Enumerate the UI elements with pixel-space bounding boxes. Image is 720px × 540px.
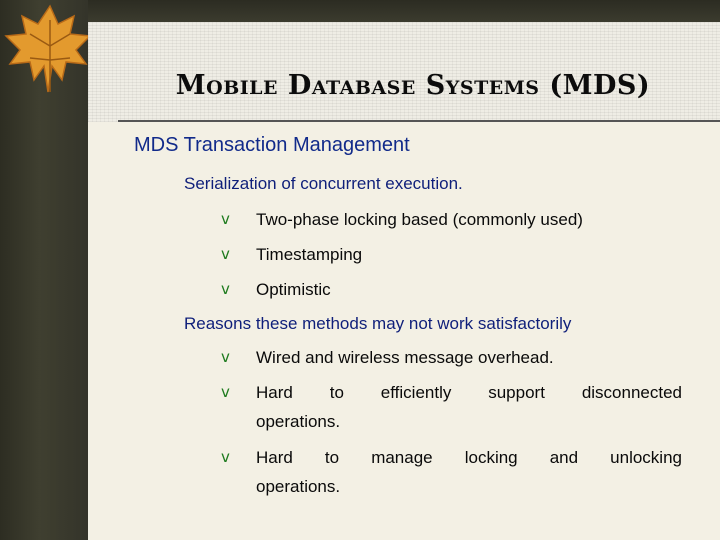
list-item: Timestamping bbox=[256, 245, 363, 264]
slide-content bbox=[88, 22, 720, 540]
list-item: Hard to manage locking and unlocking bbox=[256, 448, 682, 467]
slide-subtitle: MDS Transaction Management bbox=[134, 134, 410, 156]
slide-title: Mobile Database Systems (MDS) bbox=[175, 70, 651, 101]
list-item: Optimistic bbox=[256, 280, 331, 299]
section-heading-reasons: Reasons these methods may not work satisfactorily bbox=[184, 314, 572, 333]
autumn-leaf-icon bbox=[0, 0, 100, 100]
section-heading-serialization: Serialization of concurrent execution. bbox=[184, 174, 463, 193]
list-item: Wired and wireless message overhead. bbox=[256, 348, 554, 367]
checkmark-bullet-icon: v bbox=[221, 210, 230, 228]
checkmark-bullet-icon: v bbox=[221, 245, 230, 263]
title-divider bbox=[118, 120, 720, 122]
list-item: Hard to efficiently support disconnected bbox=[256, 383, 682, 402]
checkmark-bullet-icon: v bbox=[221, 383, 230, 401]
list-item: Two-phase locking based (commonly used) bbox=[256, 210, 583, 229]
checkmark-bullet-icon: v bbox=[221, 448, 230, 466]
list-item-continuation: operations. bbox=[256, 412, 341, 431]
top-frame-band bbox=[88, 0, 720, 22]
checkmark-bullet-icon: v bbox=[221, 348, 230, 366]
list-item-continuation: operations. bbox=[256, 477, 341, 496]
checkmark-bullet-icon: v bbox=[221, 280, 230, 298]
